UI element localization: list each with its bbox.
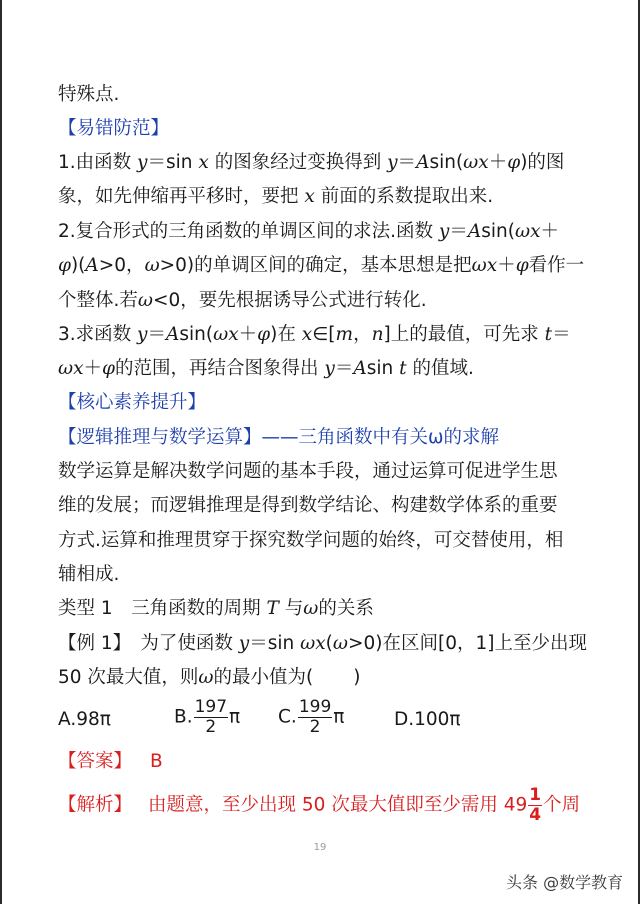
text-line-6: φ)(A>0，ω>0)的单调区间的确定，基本思想是把ωx＋φ看作一 — [58, 255, 585, 276]
text-line-8: 3.求函数 y＝Asin(ωx＋φ)在 x∈[m，n]上的最值，可先求 t＝ — [58, 324, 571, 345]
watermark: 头条 @数学教育 — [506, 873, 624, 892]
text-line-14: 方式.运算和推理贯穿于探究数学问题的始终，可交替使用，相 — [58, 530, 564, 551]
heading-core-literacy: 【核心素养提升】 — [58, 392, 207, 413]
type-heading: 类型 1 三角函数的周期 T 与ω的关系 — [58, 598, 374, 619]
heading-logic-reasoning: 【逻辑推理与数学运算】——三角函数中有关ω的求解 — [58, 427, 499, 448]
text-line-5: 2.复合形式的三角函数的单调区间的求法.函数 y＝Asin(ωx＋ — [58, 221, 560, 242]
option-c: C. $\frac{199}{2}$ π — [278, 697, 345, 737]
text-line-15: 辅相成. — [58, 564, 120, 585]
analysis-label: 【解析】 — [58, 794, 133, 816]
text-line-7: 个整体.若ω<0，要先根据诱导公式进行转化. — [58, 290, 427, 311]
text-line-12: 数学运算是解决数学问题的基本手段，通过运算可促进学生思 — [58, 461, 558, 482]
heading-error-prevention: 【易错防范】 — [58, 118, 170, 139]
answer-line — [58, 749, 163, 775]
example-line-1: 【例 1】 为了使函数 y＝sin ωx(ω>0)在区间[0，1]上至少出现 — [58, 633, 587, 654]
example-line-2: 50 次最大值，则ω的最小值为( ) — [58, 667, 361, 688]
answer-value: B — [150, 751, 163, 772]
text-line-1: 特殊点. — [58, 84, 120, 105]
analysis-line: 【解析】 由题意，至少出现 50 次最大值即至少需用 49 $\frac{1}{4}$ 个周 — [58, 785, 581, 825]
text-line-13: 维的发展；而逻辑推理是得到数学结论、构建数学体系的重要 — [58, 495, 558, 516]
option-d: D.100π — [394, 709, 461, 730]
option-a: A.98π — [58, 709, 111, 730]
text-line-4: 象，如先伸缩再平移时，要把 x 前面的系数提取出来. — [58, 186, 494, 207]
answer-label: 【答案】 — [58, 751, 133, 772]
text-line-9: ωx＋φ的范围，再结合图象得出 y＝Asin t 的值域. — [58, 358, 474, 379]
page-number: 19 — [313, 842, 327, 853]
option-b: B. $\frac{197}{2}$ π — [174, 697, 241, 737]
options-row — [58, 697, 598, 748]
text-line-3: 1.由函数 y＝sin x 的图象经过变换得到 y＝Asin(ωx＋φ)的图 — [58, 152, 565, 173]
